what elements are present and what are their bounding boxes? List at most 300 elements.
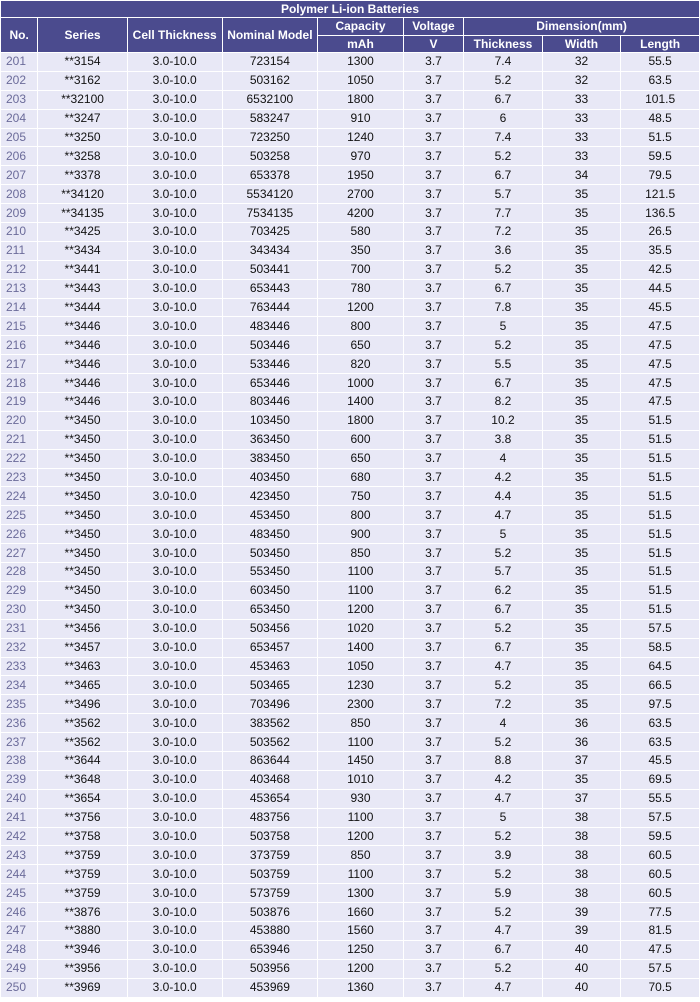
cell-length: 58.5 xyxy=(621,639,699,657)
cell-length: 57.5 xyxy=(621,960,699,978)
table-row xyxy=(1,431,699,449)
cell-series: **3446 xyxy=(38,393,127,411)
cell-no: 207 xyxy=(1,166,37,184)
cell-cell-thickness: 3.0-10.0 xyxy=(128,336,222,354)
cell-series: **3758 xyxy=(38,828,127,846)
table-row xyxy=(1,374,699,392)
cell-no: 227 xyxy=(1,544,37,562)
cell-voltage: 3.7 xyxy=(404,261,463,279)
header-thickness: Thickness xyxy=(464,36,542,52)
cell-no: 225 xyxy=(1,506,37,524)
cell-width: 33 xyxy=(543,129,621,147)
cell-thickness: 7.2 xyxy=(464,695,542,713)
cell-nominal-model: 653443 xyxy=(223,280,318,298)
cell-series: **3654 xyxy=(38,790,127,808)
cell-cell-thickness: 3.0-10.0 xyxy=(128,620,222,638)
cell-thickness: 6.7 xyxy=(464,941,542,959)
cell-series: **3648 xyxy=(38,771,127,789)
table-row xyxy=(1,129,699,147)
cell-thickness: 5.5 xyxy=(464,355,542,373)
table-row xyxy=(1,261,699,279)
cell-no: 201 xyxy=(1,53,37,71)
cell-cell-thickness: 3.0-10.0 xyxy=(128,563,222,581)
cell-no: 214 xyxy=(1,299,37,317)
cell-capacity: 820 xyxy=(318,355,403,373)
cell-length: 47.5 xyxy=(621,374,699,392)
cell-no: 231 xyxy=(1,620,37,638)
cell-thickness: 5.2 xyxy=(464,676,542,694)
cell-capacity: 1800 xyxy=(318,91,403,109)
cell-no: 220 xyxy=(1,412,37,430)
cell-width: 35 xyxy=(543,469,621,487)
table-row xyxy=(1,91,699,109)
cell-voltage: 3.7 xyxy=(404,110,463,128)
cell-thickness: 4.2 xyxy=(464,469,542,487)
cell-capacity: 2300 xyxy=(318,695,403,713)
cell-nominal-model: 503759 xyxy=(223,865,318,883)
cell-no: 202 xyxy=(1,72,37,90)
cell-capacity: 850 xyxy=(318,714,403,732)
cell-width: 35 xyxy=(543,393,621,411)
cell-cell-thickness: 3.0-10.0 xyxy=(128,979,222,997)
cell-capacity: 1010 xyxy=(318,771,403,789)
cell-capacity: 650 xyxy=(318,336,403,354)
cell-width: 35 xyxy=(543,487,621,505)
cell-length: 55.5 xyxy=(621,790,699,808)
cell-no: 237 xyxy=(1,733,37,751)
cell-length: 51.5 xyxy=(621,412,699,430)
cell-capacity: 1560 xyxy=(318,922,403,940)
cell-cell-thickness: 3.0-10.0 xyxy=(128,166,222,184)
table-row xyxy=(1,53,699,71)
cell-thickness: 6.7 xyxy=(464,639,542,657)
cell-nominal-model: 653946 xyxy=(223,941,318,959)
cell-nominal-model: 453880 xyxy=(223,922,318,940)
cell-cell-thickness: 3.0-10.0 xyxy=(128,450,222,468)
cell-nominal-model: 453654 xyxy=(223,790,318,808)
cell-width: 35 xyxy=(543,317,621,335)
cell-no: 246 xyxy=(1,903,37,921)
cell-length: 47.5 xyxy=(621,355,699,373)
cell-no: 203 xyxy=(1,91,37,109)
cell-series: **3759 xyxy=(38,846,127,864)
cell-no: 212 xyxy=(1,261,37,279)
cell-nominal-model: 403468 xyxy=(223,771,318,789)
cell-voltage: 3.7 xyxy=(404,147,463,165)
cell-voltage: 3.7 xyxy=(404,242,463,260)
cell-length: 51.5 xyxy=(621,431,699,449)
cell-width: 40 xyxy=(543,979,621,997)
cell-no: 245 xyxy=(1,884,37,902)
cell-width: 38 xyxy=(543,846,621,864)
cell-nominal-model: 503758 xyxy=(223,828,318,846)
cell-thickness: 5.7 xyxy=(464,563,542,581)
table-row xyxy=(1,317,699,335)
cell-capacity: 1300 xyxy=(318,53,403,71)
table-row xyxy=(1,620,699,638)
cell-capacity: 1660 xyxy=(318,903,403,921)
cell-width: 35 xyxy=(543,582,621,600)
cell-voltage: 3.7 xyxy=(404,355,463,373)
cell-cell-thickness: 3.0-10.0 xyxy=(128,752,222,770)
cell-series: **3969 xyxy=(38,979,127,997)
cell-thickness: 3.6 xyxy=(464,242,542,260)
cell-voltage: 3.7 xyxy=(404,450,463,468)
cell-thickness: 5.2 xyxy=(464,828,542,846)
cell-cell-thickness: 3.0-10.0 xyxy=(128,582,222,600)
cell-thickness: 6.7 xyxy=(464,91,542,109)
cell-width: 37 xyxy=(543,752,621,770)
cell-length: 51.5 xyxy=(621,487,699,505)
cell-cell-thickness: 3.0-10.0 xyxy=(128,828,222,846)
cell-voltage: 3.7 xyxy=(404,544,463,562)
cell-capacity: 1300 xyxy=(318,884,403,902)
cell-series: **3154 xyxy=(38,53,127,71)
cell-nominal-model: 503465 xyxy=(223,676,318,694)
cell-capacity: 750 xyxy=(318,487,403,505)
cell-no: 247 xyxy=(1,922,37,940)
cell-length: 57.5 xyxy=(621,620,699,638)
cell-cell-thickness: 3.0-10.0 xyxy=(128,941,222,959)
cell-thickness: 4.7 xyxy=(464,979,542,997)
cell-width: 33 xyxy=(543,91,621,109)
cell-series: **3463 xyxy=(38,658,127,676)
cell-series: **3446 xyxy=(38,355,127,373)
cell-cell-thickness: 3.0-10.0 xyxy=(128,639,222,657)
table-body xyxy=(1,53,699,997)
cell-nominal-model: 363450 xyxy=(223,431,318,449)
cell-thickness: 3.8 xyxy=(464,431,542,449)
cell-no: 235 xyxy=(1,695,37,713)
table-row xyxy=(1,166,699,184)
cell-thickness: 5.7 xyxy=(464,185,542,203)
cell-no: 243 xyxy=(1,846,37,864)
cell-thickness: 5 xyxy=(464,525,542,543)
cell-cell-thickness: 3.0-10.0 xyxy=(128,129,222,147)
cell-thickness: 3.9 xyxy=(464,846,542,864)
cell-no: 224 xyxy=(1,487,37,505)
header-series: Series xyxy=(38,18,127,52)
cell-length: 57.5 xyxy=(621,809,699,827)
cell-voltage: 3.7 xyxy=(404,714,463,732)
cell-thickness: 4 xyxy=(464,714,542,732)
cell-capacity: 970 xyxy=(318,147,403,165)
cell-capacity: 1000 xyxy=(318,374,403,392)
cell-nominal-model: 653450 xyxy=(223,601,318,619)
cell-no: 205 xyxy=(1,129,37,147)
table-row xyxy=(1,922,699,940)
cell-voltage: 3.7 xyxy=(404,979,463,997)
cell-capacity: 1400 xyxy=(318,393,403,411)
cell-series: **3956 xyxy=(38,960,127,978)
cell-series: **3162 xyxy=(38,72,127,90)
cell-cell-thickness: 3.0-10.0 xyxy=(128,223,222,241)
cell-voltage: 3.7 xyxy=(404,922,463,940)
cell-cell-thickness: 3.0-10.0 xyxy=(128,771,222,789)
cell-width: 33 xyxy=(543,110,621,128)
cell-cell-thickness: 3.0-10.0 xyxy=(128,903,222,921)
table-row xyxy=(1,658,699,676)
cell-nominal-model: 653446 xyxy=(223,374,318,392)
cell-width: 35 xyxy=(543,374,621,392)
cell-capacity: 1100 xyxy=(318,733,403,751)
cell-length: 51.5 xyxy=(621,582,699,600)
cell-series: **3496 xyxy=(38,695,127,713)
table-row xyxy=(1,544,699,562)
cell-series: **3562 xyxy=(38,714,127,732)
cell-series: **3450 xyxy=(38,601,127,619)
cell-cell-thickness: 3.0-10.0 xyxy=(128,790,222,808)
cell-capacity: 680 xyxy=(318,469,403,487)
cell-nominal-model: 703496 xyxy=(223,695,318,713)
cell-thickness: 7.7 xyxy=(464,204,542,222)
cell-width: 35 xyxy=(543,204,621,222)
cell-nominal-model: 483756 xyxy=(223,809,318,827)
table-row xyxy=(1,147,699,165)
table-row xyxy=(1,412,699,430)
cell-thickness: 6.7 xyxy=(464,166,542,184)
cell-length: 55.5 xyxy=(621,53,699,71)
cell-thickness: 4.4 xyxy=(464,487,542,505)
table-row xyxy=(1,469,699,487)
cell-cell-thickness: 3.0-10.0 xyxy=(128,846,222,864)
cell-thickness: 8.8 xyxy=(464,752,542,770)
cell-series: **3759 xyxy=(38,884,127,902)
cell-width: 32 xyxy=(543,72,621,90)
cell-nominal-model: 583247 xyxy=(223,110,318,128)
cell-capacity: 930 xyxy=(318,790,403,808)
cell-series: **3444 xyxy=(38,299,127,317)
cell-length: 77.5 xyxy=(621,903,699,921)
cell-no: 206 xyxy=(1,147,37,165)
table-row xyxy=(1,336,699,354)
cell-voltage: 3.7 xyxy=(404,733,463,751)
cell-capacity: 2700 xyxy=(318,185,403,203)
cell-length: 51.5 xyxy=(621,544,699,562)
cell-nominal-model: 553450 xyxy=(223,563,318,581)
cell-width: 36 xyxy=(543,733,621,751)
cell-nominal-model: 503258 xyxy=(223,147,318,165)
cell-cell-thickness: 3.0-10.0 xyxy=(128,865,222,883)
cell-length: 26.5 xyxy=(621,223,699,241)
cell-voltage: 3.7 xyxy=(404,639,463,657)
table-row xyxy=(1,204,699,222)
cell-thickness: 4.7 xyxy=(464,506,542,524)
table-row xyxy=(1,809,699,827)
cell-capacity: 700 xyxy=(318,261,403,279)
cell-voltage: 3.7 xyxy=(404,185,463,203)
cell-series: **3450 xyxy=(38,544,127,562)
cell-cell-thickness: 3.0-10.0 xyxy=(128,601,222,619)
cell-cell-thickness: 3.0-10.0 xyxy=(128,412,222,430)
cell-length: 66.5 xyxy=(621,676,699,694)
table-row xyxy=(1,110,699,128)
table-row xyxy=(1,487,699,505)
table-row xyxy=(1,601,699,619)
cell-series: **3443 xyxy=(38,280,127,298)
cell-voltage: 3.7 xyxy=(404,960,463,978)
cell-no: 249 xyxy=(1,960,37,978)
cell-length: 47.5 xyxy=(621,336,699,354)
cell-no: 244 xyxy=(1,865,37,883)
cell-no: 250 xyxy=(1,979,37,997)
cell-thickness: 5.2 xyxy=(464,620,542,638)
cell-width: 35 xyxy=(543,223,621,241)
cell-capacity: 580 xyxy=(318,223,403,241)
cell-nominal-model: 383450 xyxy=(223,450,318,468)
cell-length: 63.5 xyxy=(621,733,699,751)
table-row xyxy=(1,903,699,921)
cell-width: 38 xyxy=(543,809,621,827)
cell-series: **3425 xyxy=(38,223,127,241)
cell-series: **34120 xyxy=(38,185,127,203)
cell-width: 38 xyxy=(543,828,621,846)
cell-voltage: 3.7 xyxy=(404,487,463,505)
cell-capacity: 780 xyxy=(318,280,403,298)
cell-voltage: 3.7 xyxy=(404,317,463,335)
cell-width: 35 xyxy=(543,658,621,676)
cell-thickness: 7.2 xyxy=(464,223,542,241)
cell-voltage: 3.7 xyxy=(404,393,463,411)
cell-series: **3562 xyxy=(38,733,127,751)
cell-capacity: 850 xyxy=(318,544,403,562)
cell-cell-thickness: 3.0-10.0 xyxy=(128,72,222,90)
cell-cell-thickness: 3.0-10.0 xyxy=(128,53,222,71)
cell-no: 238 xyxy=(1,752,37,770)
cell-capacity: 910 xyxy=(318,110,403,128)
cell-voltage: 3.7 xyxy=(404,525,463,543)
cell-voltage: 3.7 xyxy=(404,223,463,241)
cell-series: **3378 xyxy=(38,166,127,184)
cell-cell-thickness: 3.0-10.0 xyxy=(128,299,222,317)
cell-thickness: 5.9 xyxy=(464,884,542,902)
cell-nominal-model: 503562 xyxy=(223,733,318,751)
cell-nominal-model: 373759 xyxy=(223,846,318,864)
cell-width: 35 xyxy=(543,506,621,524)
cell-no: 215 xyxy=(1,317,37,335)
cell-nominal-model: 483446 xyxy=(223,317,318,335)
cell-no: 208 xyxy=(1,185,37,203)
cell-no: 248 xyxy=(1,941,37,959)
cell-thickness: 4.7 xyxy=(464,790,542,808)
table-row xyxy=(1,941,699,959)
cell-width: 35 xyxy=(543,563,621,581)
table-row xyxy=(1,714,699,732)
cell-cell-thickness: 3.0-10.0 xyxy=(128,733,222,751)
cell-length: 47.5 xyxy=(621,941,699,959)
cell-width: 35 xyxy=(543,639,621,657)
cell-no: 229 xyxy=(1,582,37,600)
cell-voltage: 3.7 xyxy=(404,941,463,959)
cell-thickness: 5 xyxy=(464,809,542,827)
cell-capacity: 650 xyxy=(318,450,403,468)
cell-thickness: 8.2 xyxy=(464,393,542,411)
table-row xyxy=(1,242,699,260)
cell-thickness: 4.7 xyxy=(464,658,542,676)
cell-voltage: 3.7 xyxy=(404,809,463,827)
cell-length: 81.5 xyxy=(621,922,699,940)
table-row xyxy=(1,960,699,978)
cell-length: 51.5 xyxy=(621,469,699,487)
cell-series: **3450 xyxy=(38,506,127,524)
cell-nominal-model: 483450 xyxy=(223,525,318,543)
cell-width: 39 xyxy=(543,903,621,921)
cell-voltage: 3.7 xyxy=(404,469,463,487)
cell-series: **3876 xyxy=(38,903,127,921)
cell-width: 33 xyxy=(543,147,621,165)
cell-voltage: 3.7 xyxy=(404,129,463,147)
table-row xyxy=(1,280,699,298)
cell-thickness: 4 xyxy=(464,450,542,468)
cell-voltage: 3.7 xyxy=(404,374,463,392)
table-row xyxy=(1,771,699,789)
cell-thickness: 6.7 xyxy=(464,374,542,392)
table-row xyxy=(1,790,699,808)
cell-no: 228 xyxy=(1,563,37,581)
cell-series: **34135 xyxy=(38,204,127,222)
cell-capacity: 800 xyxy=(318,317,403,335)
cell-series: **3759 xyxy=(38,865,127,883)
cell-thickness: 6 xyxy=(464,110,542,128)
cell-no: 216 xyxy=(1,336,37,354)
cell-series: **3450 xyxy=(38,412,127,430)
cell-no: 209 xyxy=(1,204,37,222)
cell-cell-thickness: 3.0-10.0 xyxy=(128,658,222,676)
cell-nominal-model: 723154 xyxy=(223,53,318,71)
cell-cell-thickness: 3.0-10.0 xyxy=(128,355,222,373)
cell-series: **3434 xyxy=(38,242,127,260)
cell-nominal-model: 863644 xyxy=(223,752,318,770)
cell-length: 44.5 xyxy=(621,280,699,298)
cell-nominal-model: 703425 xyxy=(223,223,318,241)
cell-series: **3465 xyxy=(38,676,127,694)
table-row xyxy=(1,695,699,713)
table-row xyxy=(1,72,699,90)
table-row xyxy=(1,639,699,657)
cell-thickness: 4.7 xyxy=(464,922,542,940)
cell-length: 63.5 xyxy=(621,714,699,732)
cell-cell-thickness: 3.0-10.0 xyxy=(128,695,222,713)
cell-nominal-model: 803446 xyxy=(223,393,318,411)
cell-no: 230 xyxy=(1,601,37,619)
cell-cell-thickness: 3.0-10.0 xyxy=(128,185,222,203)
cell-voltage: 3.7 xyxy=(404,299,463,317)
cell-length: 51.5 xyxy=(621,601,699,619)
cell-nominal-model: 503441 xyxy=(223,261,318,279)
cell-capacity: 1050 xyxy=(318,72,403,90)
cell-nominal-model: 503876 xyxy=(223,903,318,921)
cell-nominal-model: 653457 xyxy=(223,639,318,657)
table-row xyxy=(1,525,699,543)
cell-voltage: 3.7 xyxy=(404,563,463,581)
cell-length: 63.5 xyxy=(621,72,699,90)
cell-capacity: 850 xyxy=(318,846,403,864)
cell-capacity: 1100 xyxy=(318,865,403,883)
cell-length: 47.5 xyxy=(621,393,699,411)
cell-no: 236 xyxy=(1,714,37,732)
table-row xyxy=(1,450,699,468)
cell-nominal-model: 763444 xyxy=(223,299,318,317)
table-row xyxy=(1,865,699,883)
cell-cell-thickness: 3.0-10.0 xyxy=(128,280,222,298)
cell-cell-thickness: 3.0-10.0 xyxy=(128,110,222,128)
cell-voltage: 3.7 xyxy=(404,695,463,713)
cell-length: 70.5 xyxy=(621,979,699,997)
cell-thickness: 6.7 xyxy=(464,601,542,619)
cell-width: 35 xyxy=(543,242,621,260)
cell-nominal-model: 453450 xyxy=(223,506,318,524)
cell-length: 42.5 xyxy=(621,261,699,279)
